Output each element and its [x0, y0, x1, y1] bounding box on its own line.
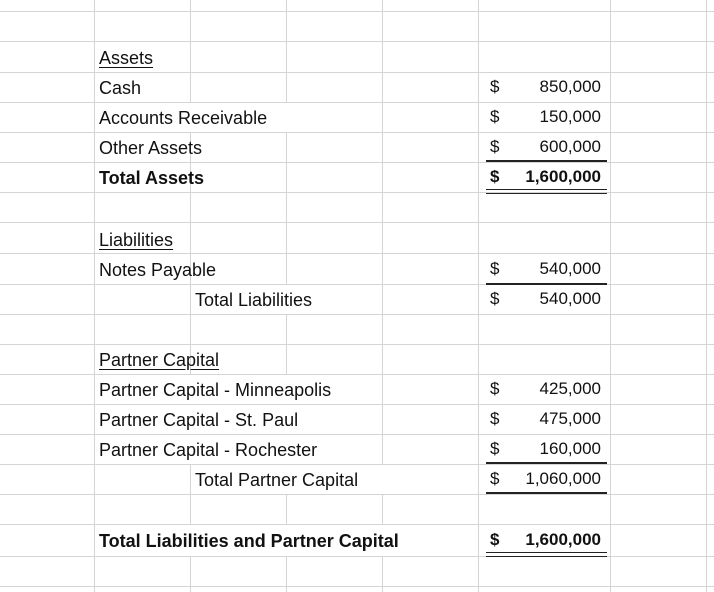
partner-stpaul-label: Partner Capital - St. Paul	[99, 410, 299, 430]
amount-value: 1,600,000	[525, 167, 601, 186]
partner-stpaul-amount	[480, 404, 607, 435]
amount-value: 1,060,000	[525, 469, 601, 488]
double-underline	[486, 189, 607, 194]
currency-symbol: $	[490, 259, 500, 278]
grid-col-line	[478, 0, 479, 592]
currency-symbol: $	[490, 167, 500, 186]
asset-cash-amount	[480, 72, 607, 103]
currency-symbol: $	[490, 107, 500, 126]
partner-minneapolis-label: Partner Capital - Minneapolis	[99, 380, 332, 400]
total-partner-capital-amount	[480, 464, 607, 495]
currency-symbol: $	[490, 289, 500, 308]
grid-row-line	[0, 222, 714, 223]
notes-payable-amount	[480, 254, 607, 285]
partner-rochester-label: Partner Capital - Rochester	[99, 440, 318, 460]
asset-cash-label: Cash	[99, 78, 142, 98]
asset-ar-amount	[480, 102, 607, 133]
amount-value: 540,000	[539, 259, 601, 278]
grid-col-line	[610, 0, 611, 592]
asset-other-amount	[480, 132, 607, 163]
asset-other-label: Other Assets	[99, 138, 203, 158]
asset-ar-label: Accounts Receivable	[99, 108, 268, 128]
partner-minneapolis-amount	[480, 374, 607, 405]
grid-col-line	[94, 0, 95, 592]
amount-value: 150,000	[539, 107, 601, 126]
amount-value: 475,000	[539, 409, 601, 428]
partner-rochester-amount	[480, 434, 607, 465]
grand-total-label: Total Liabilities and Partner Capital	[99, 531, 399, 551]
single-underline	[486, 492, 607, 494]
amount-value: 160,000	[539, 439, 601, 458]
total-liabilities-amount	[480, 284, 607, 315]
grid-row-line	[0, 586, 714, 587]
currency-symbol: $	[490, 439, 500, 458]
partner-capital-heading: Partner Capital	[99, 350, 220, 370]
total-liabilities-label: Total Liabilities	[195, 290, 313, 310]
grid-col-line	[382, 0, 383, 592]
total-partner-capital-label: Total Partner Capital	[195, 470, 359, 490]
amount-value: 1,600,000	[525, 530, 601, 549]
total-assets-label: Total Assets	[99, 168, 205, 188]
currency-symbol: $	[490, 469, 500, 488]
currency-symbol: $	[490, 530, 500, 549]
currency-symbol: $	[490, 137, 500, 156]
grid-row-line	[0, 11, 714, 12]
currency-symbol: $	[490, 77, 500, 96]
assets-heading: Assets	[99, 48, 154, 68]
amount-value: 850,000	[539, 77, 601, 96]
amount-value: 540,000	[539, 289, 601, 308]
notes-payable-label: Notes Payable	[99, 260, 217, 280]
currency-symbol: $	[490, 409, 500, 428]
amount-value: 425,000	[539, 379, 601, 398]
currency-symbol: $	[490, 379, 500, 398]
double-underline	[486, 552, 607, 557]
amount-value: 600,000	[539, 137, 601, 156]
grid-col-line	[706, 0, 707, 592]
liabilities-heading: Liabilities	[99, 230, 174, 250]
